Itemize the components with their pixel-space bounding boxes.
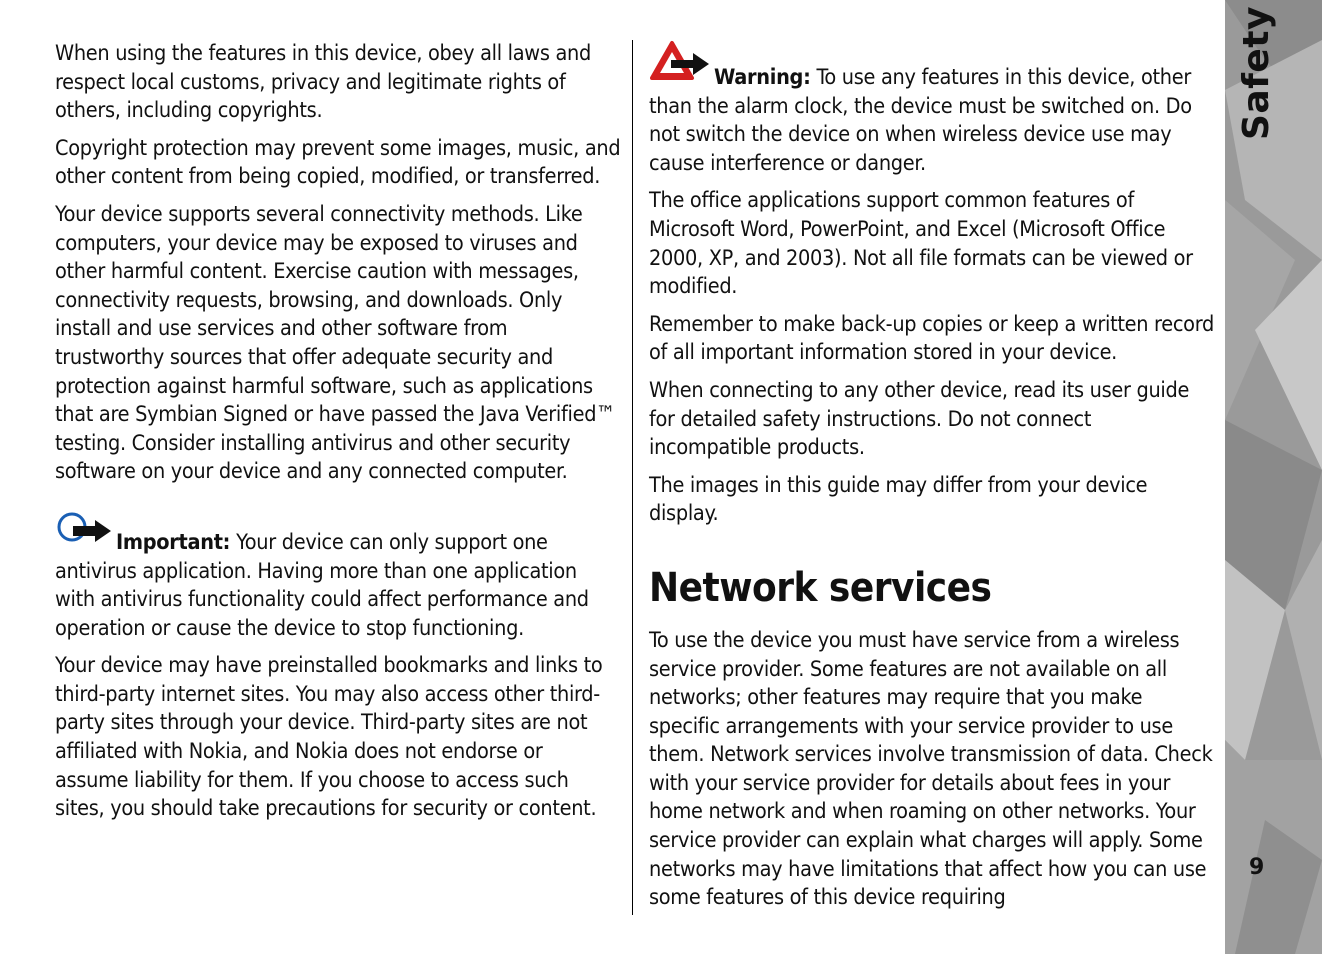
side-tab-background <box>1225 0 1322 954</box>
tab-label: Safety <box>1236 6 1277 140</box>
important-icon <box>55 509 113 558</box>
paragraph-laws: When using the features in this device, obey all laws and respect local customs, privacy and legitimate rights of others, including copyrights. <box>55 41 591 124</box>
side-tab <box>1225 0 1322 954</box>
paragraph-backup: Remember to make back-up copies or keep a written record of all important information stored in your device. <box>649 311 1214 366</box>
section-title: Network services <box>649 564 992 611</box>
paragraph-connecting: When connecting to any other device, read its user guide for detailed safety instructions. Do not connect incompatible products. <box>649 377 1190 461</box>
important-label: Important: <box>116 529 231 555</box>
left-column <box>55 40 621 833</box>
warning-icon <box>649 40 711 93</box>
paragraph-images: The images in this guide may differ from your device display. <box>649 472 1148 527</box>
paragraph-office: The office applications support common features of Microsoft Word, PowerPoint, and Excel (Microsoft Office 2000, XP, and 2003). Not all file formats can be viewed or modified. <box>649 188 1193 300</box>
paragraph-third-party: Your device may have preinstalled bookmarks and links to third-party internet sites. You may also access other third-party sites through your device. Third-party sites are not affiliated with Nokia, and Nokia does not endorse or assume liability for them. If you choose to access such sites, you should take precautions for security or content. <box>55 653 603 822</box>
warning-text: To use any features in this device, other than the alarm clock, the device must be switched on. Do not switch the device on when wireless device use may cause interference or danger. <box>649 65 1192 176</box>
paragraph-copyright: Copyright protection may prevent some images, music, and other content from being copied, modified, or transferred. <box>55 135 621 190</box>
page-number: 9 <box>1249 855 1265 880</box>
right-column <box>649 40 1215 922</box>
important-text: Your device can only support one antivirus application. Having more than one application with antivirus functionality could affect performance and operation or cause the device to stop functioning. <box>55 529 589 641</box>
important-notice <box>55 509 621 643</box>
warning-notice <box>649 40 1215 178</box>
paragraph-connectivity: Your device supports several connectivity methods. Like computers, your device may be exposed to viruses and other harmful content. Exercise caution with messages, connectivity requests, browsing, and downloads. Only install and use services and other software from trustworthy sources that offer adequate security and protection against harmful software, such as applications that are Symbian Signed or have passed the Java Verified™ testing. Consider installing antivirus and other security software on your device and any connected computer. <box>55 201 616 485</box>
warning-label: Warning: <box>714 65 811 90</box>
column-divider <box>632 40 633 915</box>
paragraph-network: To use the device you must have service from a wireless service provider. Some features are not available on all networks; other features may require that you make specific arrangements with your service provider to use them. Network services involve transmission of data. Check with your service provider for details about fees in your home network and when roaming on other networks. Your service provider can explain what charges will apply. Some networks may have limitations that affect how you can use some features of this device requiring <box>649 627 1213 911</box>
